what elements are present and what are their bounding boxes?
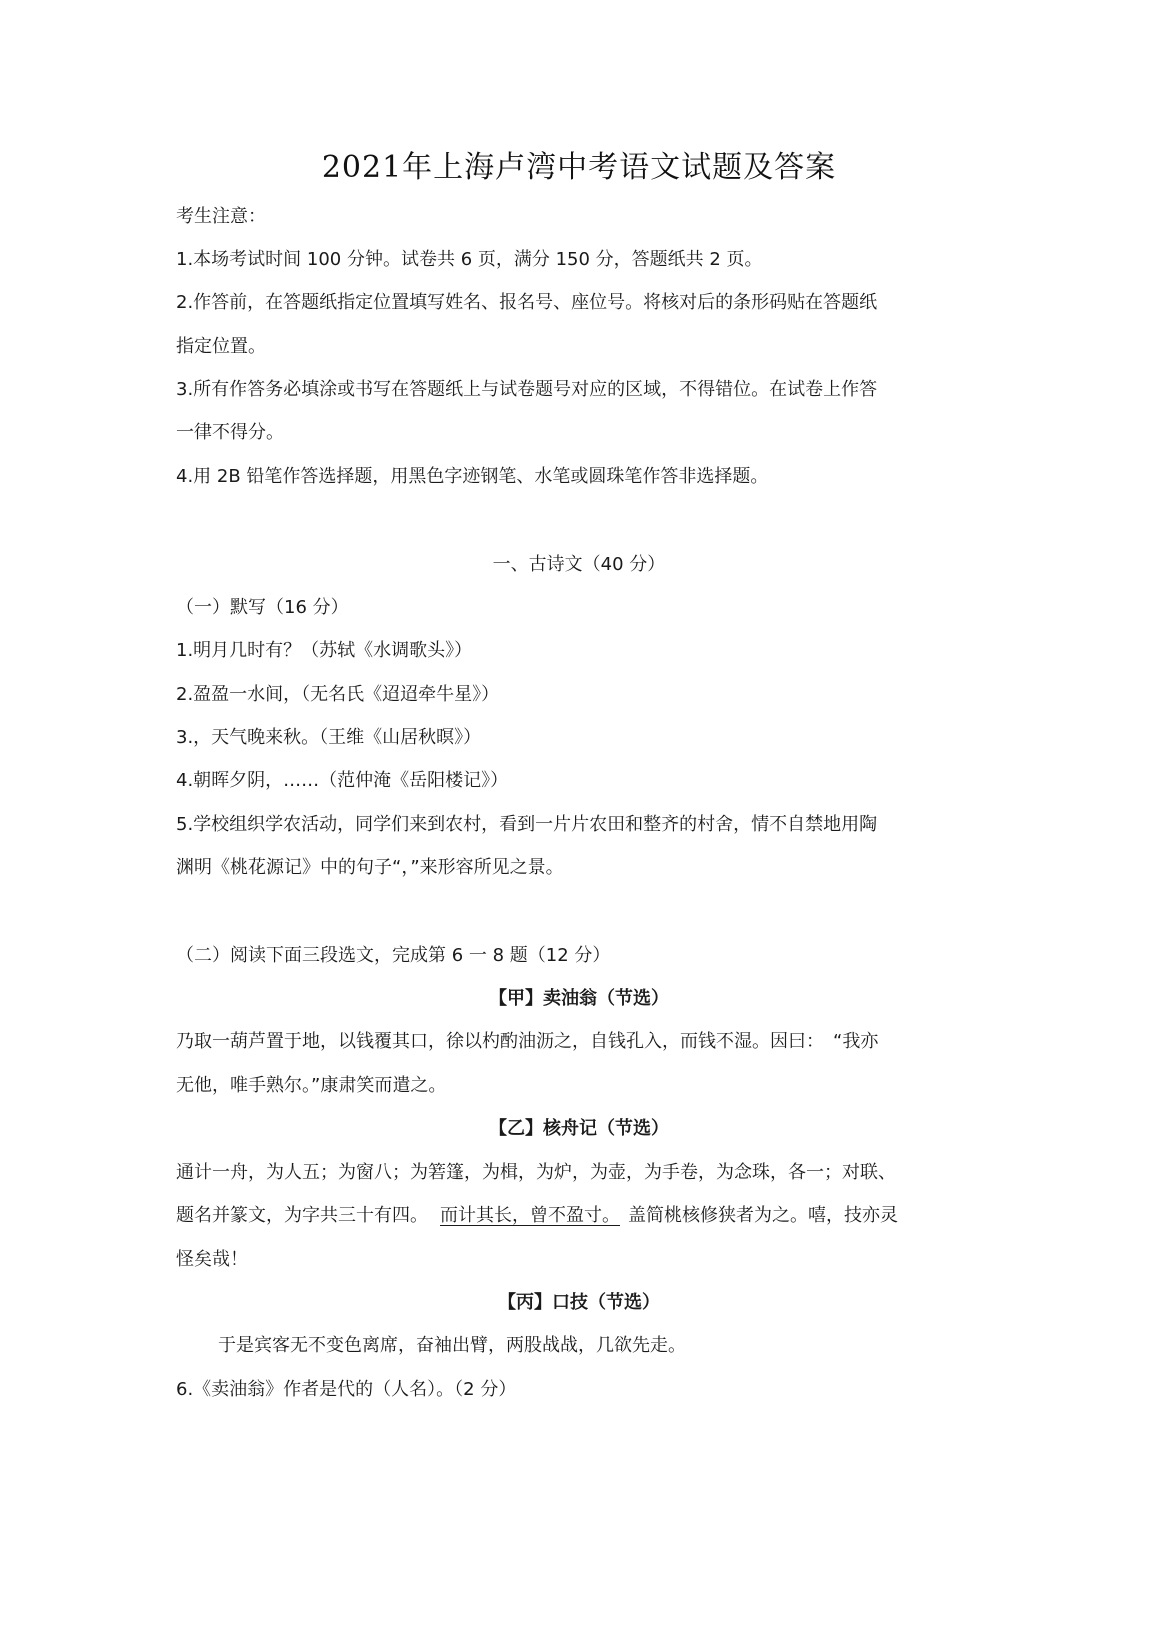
passage-yi-title: 【乙】核舟记（节选） xyxy=(489,1118,669,1139)
question-3: 3.，天气晚来秋。（王维《山居秋暝》） xyxy=(176,727,482,748)
question-1: 1.明月几时有？（苏轼《水调歌头》） xyxy=(176,640,473,661)
notice-item-1: 1.本场考试时间 100 分钟。试卷共 6 页，满分 150 分，答题纸共 2 页。 xyxy=(176,249,763,270)
question-6: 6.《卖油翁》作者是代的（人名）。（2 分） xyxy=(176,1379,517,1400)
notice-item-4: 4.用 2B 铅笔作答选择题，用黑色字迹钢笔、水笔或圆珠笔作答非选择题。 xyxy=(176,466,769,487)
question-5-line-1: 5.学校组织学农活动，同学们来到农村，看到一片片农田和整齐的村舍，情不自禁地用陶 xyxy=(176,814,878,835)
notice-item-2-line-1: 2.作答前，在答题纸指定位置填写姓名、报名号、座位号。将核对后的条形码贴在答题纸 xyxy=(176,292,878,313)
passage-bing-line-1: 于是宾客无不变色离席，奋袖出臂，两股战战，几欲先走。 xyxy=(218,1335,686,1356)
notice-item-3-line-2: 一律不得分。 xyxy=(176,422,284,443)
part-1-heading: （一）默写（16 分） xyxy=(176,597,349,618)
question-5-line-2: 渊明《桃花源记》中的句子“，”来形容所见之景。 xyxy=(176,857,564,878)
page-title: 2021年上海卢湾中考语文试题及答案 xyxy=(321,150,837,185)
part-2-heading: （二）阅读下面三段选文，完成第 6 一 8 题（12 分） xyxy=(176,945,611,966)
passage-yi-line-1: 通计一舟，为人五；为窗八；为箬篷，为楫，为炉，为壶，为手卷，为念珠，各一；对联、 xyxy=(176,1162,896,1183)
section-1-heading: 一、古诗文（40 分） xyxy=(492,554,666,575)
passage-jia-line-1: 乃取一葫芦置于地，以钱覆其口，徐以杓酌油沥之，自钱孔入，而钱不湿。因曰： “我亦 xyxy=(176,1031,879,1052)
passage-bing-title: 【丙】口技（节选） xyxy=(498,1292,660,1313)
passage-jia-title: 【甲】卖油翁（节选） xyxy=(489,988,669,1009)
question-4: 4.朝晖夕阴，……（范仲淹《岳阳楼记》） xyxy=(176,770,509,791)
passage-yi-line-2 xyxy=(176,1203,996,1229)
question-2: 2.盈盈一水间，（无名氏《迢迢牵牛星》） xyxy=(176,684,500,705)
notice-item-2-line-2: 指定位置。 xyxy=(176,336,266,357)
notice-heading: 考生注意： xyxy=(176,206,266,227)
passage-yi-line-3: 怪矣哉！ xyxy=(176,1249,248,1270)
passage-yi-line-2-after: 盖简桃核修狭者为之。嘻，技亦灵 xyxy=(628,1205,898,1226)
underlined-sentence: 而计其长，曾不盈寸。 xyxy=(440,1205,620,1226)
passage-yi-line-2-before: 题名并篆文，为字共三十有四。 xyxy=(176,1205,428,1226)
notice-item-3-line-1: 3.所有作答务必填涂或书写在答题纸上与试卷题号对应的区域，不得错位。在试卷上作答 xyxy=(176,379,878,400)
passage-jia-line-2: 无他，唯手熟尔。”康肃笑而遣之。 xyxy=(176,1075,447,1096)
